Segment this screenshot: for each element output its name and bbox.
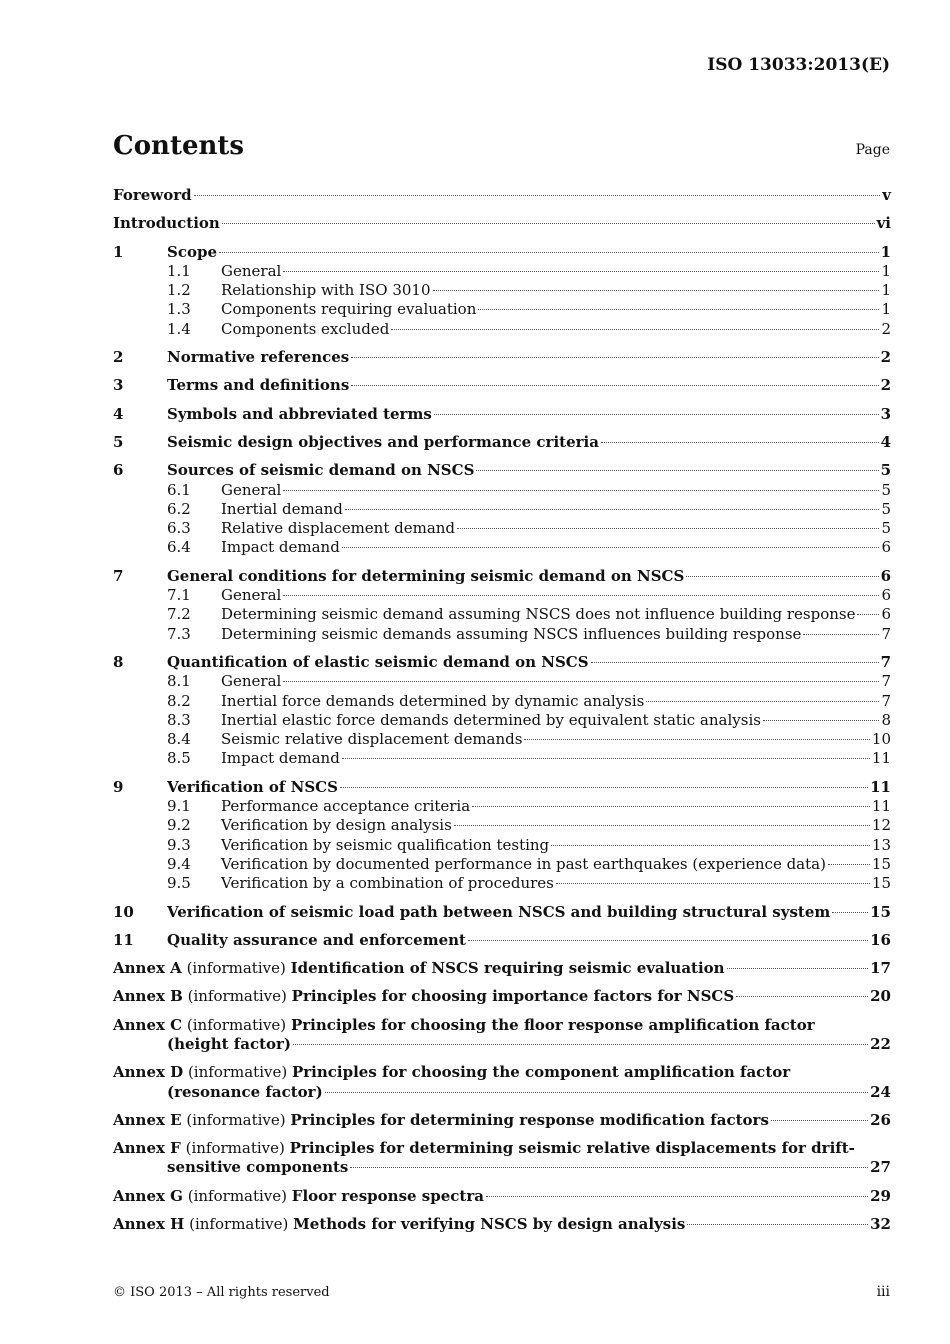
subclause-title: Relative displacement demand [221, 519, 456, 538]
subclause-page: 15 [871, 854, 891, 873]
dot-leader [345, 509, 880, 510]
toc-row [113, 1111, 891, 1130]
subclause-page: 1 [881, 281, 891, 300]
clause-title: Scope [167, 242, 218, 261]
dot-leader [591, 662, 879, 663]
subclause-page: 12 [871, 816, 891, 835]
clause-page: 6 [880, 566, 891, 585]
annex-label: Annex G [113, 1186, 183, 1205]
annex-page: 17 [870, 959, 891, 978]
annex-title-continued: (height factor) [167, 1034, 292, 1053]
clause-number: 2 [113, 348, 124, 367]
toc-row [113, 1139, 891, 1158]
clause-title: Quantification of elastic seismic demand on NSCS [167, 652, 589, 671]
dot-leader [222, 223, 875, 224]
annex-label: Annex B [113, 987, 183, 1006]
toc-subclause-row[interactable] [113, 672, 891, 691]
dot-leader [350, 1167, 868, 1168]
clause-title: Sources of seismic demand on NSCS [167, 461, 475, 480]
annex-title-continued: sensitive components [167, 1158, 349, 1177]
subclause-title: Verification by documented performance in past earthquakes (experience data) [221, 854, 826, 873]
table-of-contents [113, 186, 891, 1234]
subclause-page: 8 [881, 710, 891, 729]
toc-clause [113, 567, 891, 644]
toc-row[interactable] [113, 567, 891, 586]
subclause-number: 6.3 [167, 519, 191, 538]
subclause-page: 10 [871, 730, 891, 749]
subclause-page: 7 [881, 672, 891, 691]
subclause-page: 6 [881, 605, 891, 624]
toc-subclause-row[interactable] [113, 605, 891, 624]
toc-clause [113, 653, 891, 769]
annex-heading [113, 1063, 790, 1082]
dot-leader [283, 271, 879, 272]
clause-page: 2 [880, 376, 891, 395]
annex-title-continued: (resonance factor) [167, 1082, 323, 1101]
dot-leader [325, 1092, 868, 1093]
clause-title: Terms and definitions [167, 376, 350, 395]
toc-annex[interactable] [113, 1215, 891, 1234]
toc-entry-title: Foreword [113, 186, 192, 204]
subclause-title: Impact demand [221, 538, 340, 557]
page-title: Contents [113, 131, 245, 161]
subclause-title: Impact demand [221, 749, 340, 768]
subclause-number: 8.5 [167, 749, 191, 768]
annex-informative: (informative) [187, 1186, 288, 1205]
toc-subclause-row[interactable] [113, 797, 891, 816]
annex-heading [113, 1187, 484, 1206]
dot-leader [828, 864, 870, 865]
dot-leader [763, 720, 880, 721]
clause-number: 6 [113, 461, 124, 480]
toc-entry[interactable] [113, 186, 891, 205]
clause-title: Seismic design objectives and performance criteria [167, 432, 599, 451]
subclause-number: 8.3 [167, 710, 191, 729]
subclause-number: 9.2 [167, 816, 191, 835]
toc-row[interactable] [113, 376, 891, 395]
annex-label: Annex F [113, 1139, 181, 1158]
annex-heading [113, 987, 734, 1006]
dot-leader [283, 681, 879, 682]
annex-title: Methods for verifying NSCS by design analysis [293, 1215, 686, 1234]
annex-page: 20 [870, 987, 891, 1006]
annex-informative: (informative) [186, 959, 286, 978]
subclause-title: Verification by design analysis [221, 816, 452, 835]
subclause-title: Relationship with ISO 3010 [221, 281, 431, 300]
subclause-number: 7.1 [167, 586, 191, 605]
toc-row [113, 1215, 891, 1234]
toc-subclause-row[interactable] [113, 300, 891, 319]
dot-leader [472, 806, 870, 807]
toc-entry-page: v [882, 186, 891, 204]
subclause-number: 7.2 [167, 605, 191, 624]
subclause-number: 6.4 [167, 538, 191, 557]
clause-number: 11 [113, 930, 134, 949]
toc-row[interactable] [113, 433, 891, 452]
annex-label: Annex C [113, 1015, 183, 1034]
annex-page: 27 [870, 1158, 891, 1177]
subclause-title: General [221, 672, 282, 691]
annex-title: Identification of NSCS requiring seismic evaluation [290, 959, 725, 978]
toc-row[interactable] [113, 243, 891, 262]
toc-subclause-row[interactable] [113, 519, 891, 538]
annex-title: Principles for determining seismic relative displacements for drift- [289, 1139, 855, 1158]
subclause-number: 9.5 [167, 874, 191, 893]
annex-informative: (informative) [185, 1139, 285, 1158]
subclause-page: 6 [881, 586, 891, 605]
toc-row [113, 1063, 891, 1082]
annex-title: Principles for choosing the floor response amplification factor [290, 1015, 815, 1034]
page-column-label: Page [855, 142, 890, 158]
subclause-number: 1.3 [167, 300, 191, 319]
subclause-number: 1.4 [167, 319, 191, 338]
clause-number: 8 [113, 652, 124, 671]
dot-leader [434, 414, 879, 415]
clause-number: 7 [113, 566, 124, 585]
dot-leader [727, 968, 869, 969]
toc-row [113, 186, 891, 205]
clause-title: Symbols and abbreviated terms [167, 404, 432, 423]
toc-row [113, 959, 891, 978]
dot-leader [219, 252, 879, 253]
subclause-page: 11 [871, 749, 891, 768]
subclause-number: 6.1 [167, 480, 191, 499]
subclause-title: Determining seismic demand assuming NSCS does not influence building response [221, 605, 856, 624]
subclause-number: 8.4 [167, 730, 191, 749]
dot-leader [803, 634, 879, 635]
subclause-page: 1 [881, 300, 891, 319]
dot-leader [478, 309, 879, 310]
toc-row[interactable] [113, 405, 891, 424]
toc-subclause-row[interactable] [113, 500, 891, 519]
dot-leader [771, 1120, 868, 1121]
page-number: iii [876, 1284, 890, 1300]
clause-title: General conditions for determining seismic demand on NSCS [167, 566, 685, 585]
toc-entry-page: vi [876, 214, 891, 233]
clause-title: Verification of seismic load path between NSCS and building structural system [167, 902, 831, 921]
dot-leader [283, 490, 879, 491]
toc-subclause-row[interactable] [113, 262, 891, 281]
dot-leader [686, 576, 878, 577]
subclause-page: 7 [881, 624, 891, 643]
dot-leader [454, 825, 870, 826]
clause-page: 1 [880, 242, 891, 261]
dot-leader [736, 996, 868, 997]
annex-page: 24 [870, 1082, 891, 1101]
subclause-number: 7.3 [167, 624, 191, 643]
subclause-number: 9.1 [167, 797, 191, 816]
clause-title: Quality assurance and enforcement [167, 930, 466, 949]
subclause-page: 1 [881, 261, 891, 280]
clause-title: Verification of NSCS [167, 777, 338, 796]
dot-leader [556, 883, 870, 884]
subclause-title: Inertial force demands determined by dynamic analysis [221, 691, 645, 710]
annex-label: Annex D [113, 1063, 184, 1082]
dot-leader [646, 701, 879, 702]
dot-leader [433, 290, 880, 291]
subclause-title: General [221, 586, 282, 605]
clause-title: Normative references [167, 348, 350, 367]
toc-row[interactable] [113, 653, 891, 672]
dot-leader [391, 329, 879, 330]
toc-subclause-row[interactable] [113, 855, 891, 874]
annex-title: Floor response spectra [291, 1186, 484, 1205]
clause-number: 5 [113, 432, 124, 451]
subclause-number: 8.2 [167, 691, 191, 710]
toc-annex[interactable] [113, 987, 891, 1006]
toc-annex[interactable] [113, 1063, 891, 1102]
clause-page: 3 [880, 404, 891, 423]
toc-row [113, 1083, 891, 1102]
toc-clause [113, 931, 891, 950]
annex-informative: (informative) [189, 1215, 289, 1234]
subclause-number: 6.2 [167, 499, 191, 518]
toc-row [113, 214, 891, 233]
subclause-title: Determining seismic demands assuming NSCS influences building response [221, 624, 802, 643]
toc-annex[interactable] [113, 1016, 891, 1055]
clause-page: 16 [870, 930, 891, 949]
clause-page: 4 [880, 432, 891, 451]
subclause-page: 11 [871, 797, 891, 816]
annex-title: Principles for choosing importance factors for NSCS [291, 987, 735, 1006]
toc-clause [113, 433, 891, 452]
annex-title: Principles for determining response modification factors [290, 1110, 769, 1129]
dot-leader [524, 739, 869, 740]
subclause-page: 5 [881, 499, 891, 518]
toc-clause [113, 243, 891, 339]
subclause-title: Inertial elastic force demands determined by equivalent static analysis [221, 710, 761, 729]
toc-clause [113, 348, 891, 367]
annex-page: 22 [870, 1034, 891, 1053]
clause-number: 9 [113, 777, 124, 796]
annex-heading [113, 1111, 769, 1130]
subclause-page: 13 [871, 835, 891, 854]
toc-entry[interactable] [113, 214, 891, 233]
dot-leader [342, 758, 870, 759]
subclause-page: 7 [881, 691, 891, 710]
annex-page: 26 [870, 1110, 891, 1129]
dot-leader [194, 195, 881, 196]
toc-clause [113, 461, 891, 557]
annex-informative: (informative) [187, 1063, 288, 1082]
dot-leader [340, 787, 868, 788]
dot-leader [468, 940, 868, 941]
annex-title: Principles for choosing the component amplification factor [292, 1063, 791, 1082]
subclause-title: Components excluded [221, 319, 390, 338]
toc-annex[interactable] [113, 1139, 891, 1178]
annex-heading [113, 1139, 855, 1158]
dot-leader [551, 845, 870, 846]
subclause-title: Components requiring evaluation [221, 300, 477, 319]
toc-clause [113, 778, 891, 894]
toc-subclause-row[interactable] [113, 625, 891, 644]
dot-leader [342, 547, 880, 548]
toc-subclause-row[interactable] [113, 586, 891, 605]
dot-leader [293, 1044, 868, 1045]
subclause-number: 9.4 [167, 854, 191, 873]
clause-page: 15 [870, 902, 891, 921]
clause-page: 11 [870, 777, 891, 796]
toc-clause [113, 903, 891, 922]
annex-informative: (informative) [186, 1015, 287, 1034]
subclause-page: 15 [871, 874, 891, 893]
subclause-title: General [221, 261, 282, 280]
copyright-notice: © ISO 2013 – All rights reserved [113, 1285, 330, 1300]
dot-leader [687, 1224, 868, 1225]
annex-label: Annex H [113, 1215, 185, 1234]
dot-leader [351, 385, 878, 386]
toc-subclause-row[interactable] [113, 730, 891, 749]
subclause-title: Verification by a combination of procedures [221, 874, 554, 893]
toc-subclause-row[interactable] [113, 874, 891, 893]
toc-row [113, 1158, 891, 1177]
annex-page: 32 [870, 1215, 891, 1234]
subclause-page: 5 [881, 480, 891, 499]
clause-number: 10 [113, 902, 134, 921]
annex-heading [113, 1215, 685, 1234]
clause-page: 5 [880, 461, 891, 480]
subclause-number: 9.3 [167, 835, 191, 854]
dot-leader [857, 614, 879, 615]
toc-annex[interactable] [113, 1187, 891, 1206]
subclause-number: 8.1 [167, 672, 191, 691]
subclause-title: Verification by seismic qualification testing [221, 835, 550, 854]
annex-label: Annex E [113, 1110, 182, 1129]
toc-subclause-row[interactable] [113, 836, 891, 855]
annex-informative: (informative) [186, 1110, 286, 1129]
subclause-page: 6 [881, 538, 891, 557]
dot-leader [832, 912, 868, 913]
clause-number: 3 [113, 376, 124, 395]
toc-subclause-row[interactable] [113, 320, 891, 339]
annex-informative: (informative) [187, 987, 287, 1006]
clause-page: 2 [880, 348, 891, 367]
document-id: ISO 13033:2013(E) [707, 55, 890, 75]
toc-row[interactable] [113, 931, 891, 950]
annex-page: 29 [870, 1186, 891, 1205]
toc-row[interactable] [113, 348, 891, 367]
toc-subclause-row[interactable] [113, 481, 891, 500]
toc-row[interactable] [113, 778, 891, 797]
annex-heading [113, 959, 725, 978]
toc-row[interactable] [113, 903, 891, 922]
toc-annex[interactable] [113, 1111, 891, 1130]
clause-number: 4 [113, 404, 124, 423]
subclause-number: 1.2 [167, 281, 191, 300]
toc-entry-title: Introduction [113, 214, 220, 233]
subclause-title: General [221, 480, 282, 499]
subclause-title: Seismic relative displacement demands [221, 730, 523, 749]
subclause-title: Performance acceptance criteria [221, 797, 471, 816]
toc-clause [113, 405, 891, 424]
clause-page: 7 [880, 652, 891, 671]
annex-heading [113, 1016, 815, 1035]
toc-row[interactable] [113, 461, 891, 480]
subclause-number: 1.1 [167, 261, 191, 280]
dot-leader [283, 595, 879, 596]
dot-leader [601, 442, 879, 443]
toc-subclause-row[interactable] [113, 281, 891, 300]
subclause-page: 5 [881, 519, 891, 538]
toc-row [113, 1035, 891, 1054]
toc-clause [113, 376, 891, 395]
clause-number: 1 [113, 242, 124, 261]
toc-row [113, 1016, 891, 1035]
dot-leader [476, 470, 878, 471]
toc-subclause-row[interactable] [113, 538, 891, 557]
subclause-title: Inertial demand [221, 499, 343, 518]
toc-subclause-row[interactable] [113, 749, 891, 768]
toc-annex[interactable] [113, 959, 891, 978]
dot-leader [457, 528, 879, 529]
toc-subclause-row[interactable] [113, 711, 891, 730]
subclause-page: 2 [881, 319, 891, 338]
dot-leader [486, 1196, 868, 1197]
toc-subclause-row[interactable] [113, 816, 891, 835]
toc-row [113, 1187, 891, 1206]
dot-leader [351, 357, 878, 358]
toc-row [113, 987, 891, 1006]
toc-subclause-row[interactable] [113, 692, 891, 711]
annex-label: Annex A [113, 959, 182, 978]
